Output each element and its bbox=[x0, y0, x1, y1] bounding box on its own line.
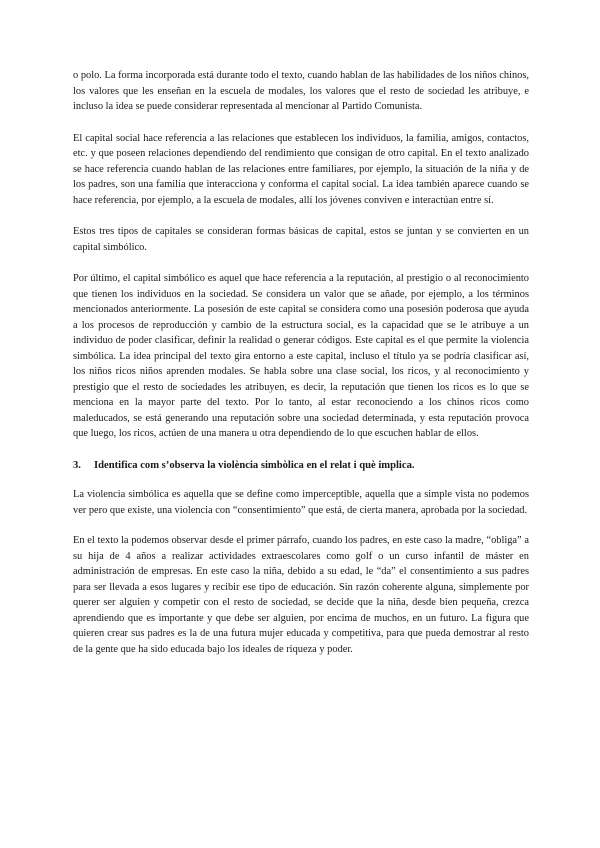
paragraph-capital-simbolico: Por último, el capital simbólico es aquel que hace referencia a la reputación, al prestigio o al reconocimiento que tienen los individuos en la sociedad. Se considera un valor que se añade, por ejemplo, a los términos mencionados anteriormente. La posesión de este capital se considera como una posesión poderosa que ayuda a los procesos de reproducción y cambio de la estructura social, es la capacidad que se le atribuye a un individuo de poder clasificar, definir la realidad o generar códigos. Este capital es el que permite la violencia simbólica. La idea principal del texto gira entorno a este capital, incluso el título ya se podría clasificar así, los niños ricos niños aprenden modales. Se habla sobre una clase social, los ricos, y al reconocimiento y prestigio que el resto de sociedades les atribuyen, es decir, la reputación que tienen los ricos es lo que se menciona en la mayor parte del texto. Por lo tanto, al estar reconociendo a los chinos ricos como maleducados, se está generando una reputación sobre una sociedad determinada, y esta reputación provoca que luego, los ricos, actúen de una manera u otra dependiendo de lo que escuchen hablar de ellos. bbox=[73, 273, 529, 439]
section-heading-3 bbox=[73, 458, 529, 474]
section-number: 3. bbox=[73, 459, 81, 471]
paragraph-capitales-basicos: Estos tres tipos de capitales se consideran formas básicas de capital, estos se juntan y se convierten en un capital simbólico. bbox=[73, 226, 529, 253]
paragraph-violencia-definicion: La violencia simbólica es aquella que se define como imperceptible, aquella que a simple vista no podemos ver pero que existe, una violencia con “consentimiento” que está, de cierta manera, aprobada por la sociedad. bbox=[73, 489, 529, 516]
document-page bbox=[73, 68, 529, 673]
paragraph-violencia-texto: En el texto la podemos observar desde el primer párrafo, cuando los padres, en este caso la madre, “obliga” a su hija de 4 años a realizar actividades extraescolares como golf o un curso infantil de máster en administración de empresas. En este caso la niña, debido a su edad, le “da” el consentimiento a sus padres para ser llevada a esos lugares y recibir ese tipo de educación. Sin razón coherente alguna, simplemente por querer ser alguien y competir con el resto de sociedad, se decide que la niña, desde bien pequeña, crezca aprendiendo que es importante y que debe ser alguien, por encima de muchos, en un futuro. La figura que quieren crear sus padres es la de una futura mujer educada y competitiva, para que pueda demostrar al resto de la gente que ha sido educada bajo los ideales de riqueza y poder. bbox=[73, 535, 529, 655]
paragraph-capital-social: El capital social hace referencia a las relaciones que establecen los individuos, la familia, amigos, contactos, etc. y que poseen relaciones dependiendo del rendimiento que consigan de otro capital. En el texto analizado se hace referencia cuando hablan de las relaciones entre familiares, por ejemplo, la situación de la niña y de los padres, son una familia que interacciona y conforma el capital social. La idea también aparece cuando se hace referencia, por ejemplo, a la escuela de modales, allí los jóvenes conviven e interactúan entre sí. bbox=[73, 132, 529, 206]
paragraph-capital-cultural-end: o polo. La forma incorporada está durante todo el texto, cuando hablan de las habilidades de los niños chinos, los valores que les enseñan en la escuela de modales, los valores que el resto de sociedad les atribuye, e incluso la idea se puede considerar representada al mencionar al Partido Comunista. bbox=[73, 70, 529, 112]
section-title: Identifica com s’observa la violència simbòlica en el relat i què implica. bbox=[94, 459, 415, 471]
